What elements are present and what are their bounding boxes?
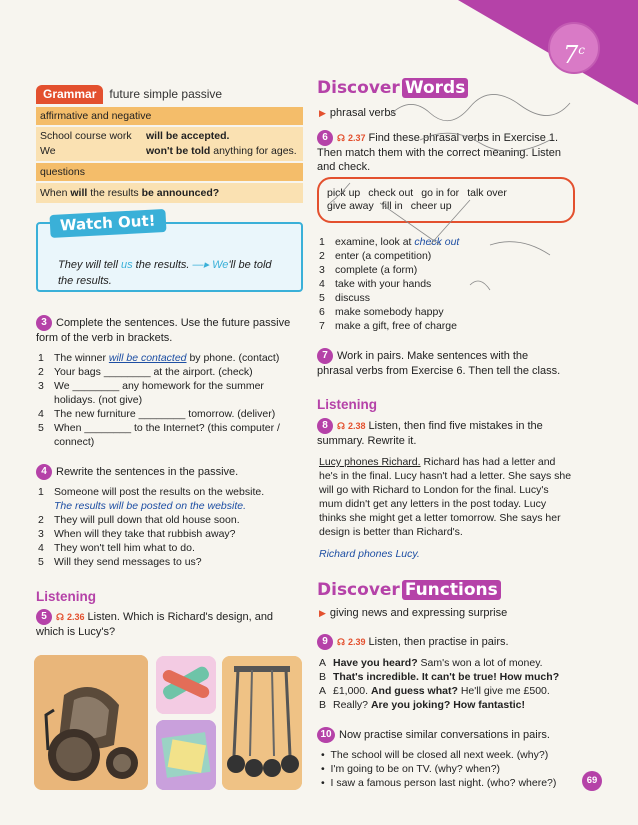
discover-functions-title: Discover Functions xyxy=(317,580,501,602)
ex4-item-1: 1 Someone will post the results on the website. xyxy=(38,486,265,498)
discover-functions-sub: ▶ giving news and expressing surprise xyxy=(319,607,508,619)
ex7-number: 7 xyxy=(317,348,333,364)
grammar-questions-label: questions xyxy=(36,163,303,181)
ex8-number: 8 xyxy=(317,418,333,434)
phrasal-verbs-box: pick up check out go in for talk over give away fill in cheer up xyxy=(317,177,575,223)
watch-out-box xyxy=(36,211,303,292)
grammar-title: future simple passive xyxy=(109,87,223,101)
summary-line-6: design is better than Richard's. xyxy=(319,526,463,538)
ex5-instruction: 5 ☊ 2.36 Listen. Which is Richard's design, and which is Lucy's? xyxy=(36,610,274,638)
pencil-scribbles xyxy=(320,85,600,295)
fabric-roll-image-2 xyxy=(156,720,216,790)
ex4-instruction: 4 Rewrite the sentences in the passive. xyxy=(36,464,238,480)
wheelchair-design-image xyxy=(34,655,148,790)
ex3-item-1: 1 The winner will be contacted by phone. (contact) xyxy=(38,352,280,364)
audio-icon: ☊ xyxy=(337,636,345,647)
ex6-meaning-3: 3 complete (a form) xyxy=(319,264,418,276)
fabric-roll-image-1 xyxy=(156,656,216,714)
watch-out-title: Watch Out! xyxy=(49,209,166,238)
ex3-item-3-cont: holidays. (not give) xyxy=(54,394,143,406)
ex6-meaning-4: 4 take with your hands xyxy=(319,278,432,290)
ex10-instruction: 10 Now practise similar conversations in pairs. xyxy=(317,727,550,743)
grammar-question-row: When will the results be announced? xyxy=(36,183,303,203)
ex6-meaning-5: 5 discuss xyxy=(319,292,371,304)
arrow-icon: —▸ xyxy=(192,259,210,271)
dialog-line-2: B That's incredible. It can't be true! How much? xyxy=(319,671,560,683)
walking-frame-design-image xyxy=(222,656,302,790)
watch-out-line1: They will tell us the results. —▸ We'll be told xyxy=(58,259,272,271)
audio-icon: ☊ xyxy=(56,611,64,622)
dialog-line-3: A £1,000. And guess what? He'll give me £500. xyxy=(319,685,550,697)
ex10-bullet-3: • I saw a famous person last night. (who? where?) xyxy=(321,777,557,789)
ex6-instruction: 6 ☊ 2.37 Find these phrasal verbs in Exercise 1. Then match them with the correct meaning. Listen and check. xyxy=(317,131,561,174)
play-bullet-icon: ▶ xyxy=(319,108,326,118)
summary-line-2: he's in the final. Lucy hasn't had a letter. She says she xyxy=(319,470,572,482)
ex6-number: 6 xyxy=(317,130,333,146)
audio-icon: ☊ xyxy=(337,420,345,431)
ex5-number: 5 xyxy=(36,609,52,625)
ex3-item-5-cont: connect) xyxy=(54,436,95,448)
watch-out-line2: the results. xyxy=(58,275,112,287)
ex6-meaning-1: 1 examine, look at check out xyxy=(319,236,460,248)
summary-line-4: mum didn't get any letters in the post today. Lucy xyxy=(319,498,547,510)
ex9-number: 9 xyxy=(317,634,333,650)
grammar-affirmative-label: affirmative and negative xyxy=(36,107,303,125)
ex4-item-3: 3 When will they take that rubbish away? xyxy=(38,528,236,540)
play-bullet-icon: ▶ xyxy=(319,608,326,618)
ex6-meaning-6: 6 make somebody happy xyxy=(319,306,444,318)
ex10-bullet-1: • The school will be closed all next week. (why?) xyxy=(321,749,549,761)
ex3-item-5: 5 When ________ to the Internet? (this computer / xyxy=(38,422,280,434)
ex4-item-5: 5 Will they send messages to us? xyxy=(38,556,202,568)
audio-icon: ☊ xyxy=(337,132,345,143)
grammar-header xyxy=(36,85,303,105)
ex9-instruction: 9 ☊ 2.39 Listen, then practise in pairs. xyxy=(317,634,509,650)
unit-badge: 7$^c$ xyxy=(548,22,600,74)
ex10-number: 10 xyxy=(317,727,335,743)
ex10-bullet-2: • I'm going to be on TV. (why? when?) xyxy=(321,763,501,775)
ex4-number: 4 xyxy=(36,464,52,480)
ex3-item-3: 3 We ________ any homework for the summer xyxy=(38,380,264,392)
dialog-line-1: A Have you heard? Sam's won a lot of money. xyxy=(319,657,543,669)
ex4-item-4: 4 They won't tell him what to do. xyxy=(38,542,195,554)
ex3-item-2: 2 Your bags ________ at the airport. (check) xyxy=(38,366,253,378)
summary-line-3: will go with Richard to London for the final. Lucy's xyxy=(319,484,549,496)
discover-words-sub: ▶ phrasal verbs xyxy=(319,107,396,119)
ex3-instruction: 3 Complete the sentences. Use the future passive form of the verb in brackets. xyxy=(36,316,291,344)
ex3-number: 3 xyxy=(36,315,52,331)
summary-line-1: Lucy phones Richard. Richard has had a letter and xyxy=(319,456,556,468)
ex6-meaning-7: 7 make a gift, free of charge xyxy=(319,320,457,332)
ex4-item-1-answer: The results will be posted on the website. xyxy=(54,500,247,512)
ex6-meaning-2: 2 enter (a competition) xyxy=(319,250,432,262)
ex8-instruction: 8 ☊ 2.38 Listen, then find five mistakes in the summary. Rewrite it. xyxy=(317,419,543,447)
grammar-tag: Grammar xyxy=(36,85,103,104)
ex4-item-2: 2 They will pull down that old house soon. xyxy=(38,514,240,526)
listening-heading-left: Listening xyxy=(36,589,96,604)
dialog-line-4: B Really? Are you joking? How fantastic! xyxy=(319,699,525,711)
listening-heading-right: Listening xyxy=(317,397,377,412)
ex7-instruction: 7 Work in pairs. Make sentences with the phrasal verbs from Exercise 6. Then tell the class. xyxy=(317,349,561,377)
summary-line-5: thinks she might get a letter tomorrow. She says her xyxy=(319,512,561,524)
page-number: 69 xyxy=(582,771,602,791)
discover-words-title: Discover Words xyxy=(317,78,468,100)
ex3-item-4: 4 The new furniture ________ tomorrow. (deliver) xyxy=(38,408,276,420)
grammar-affirmative-rows: School course work will be accepted. We won't be told anything for ages. xyxy=(36,127,303,161)
summary-answer: Richard phones Lucy. xyxy=(319,548,420,560)
